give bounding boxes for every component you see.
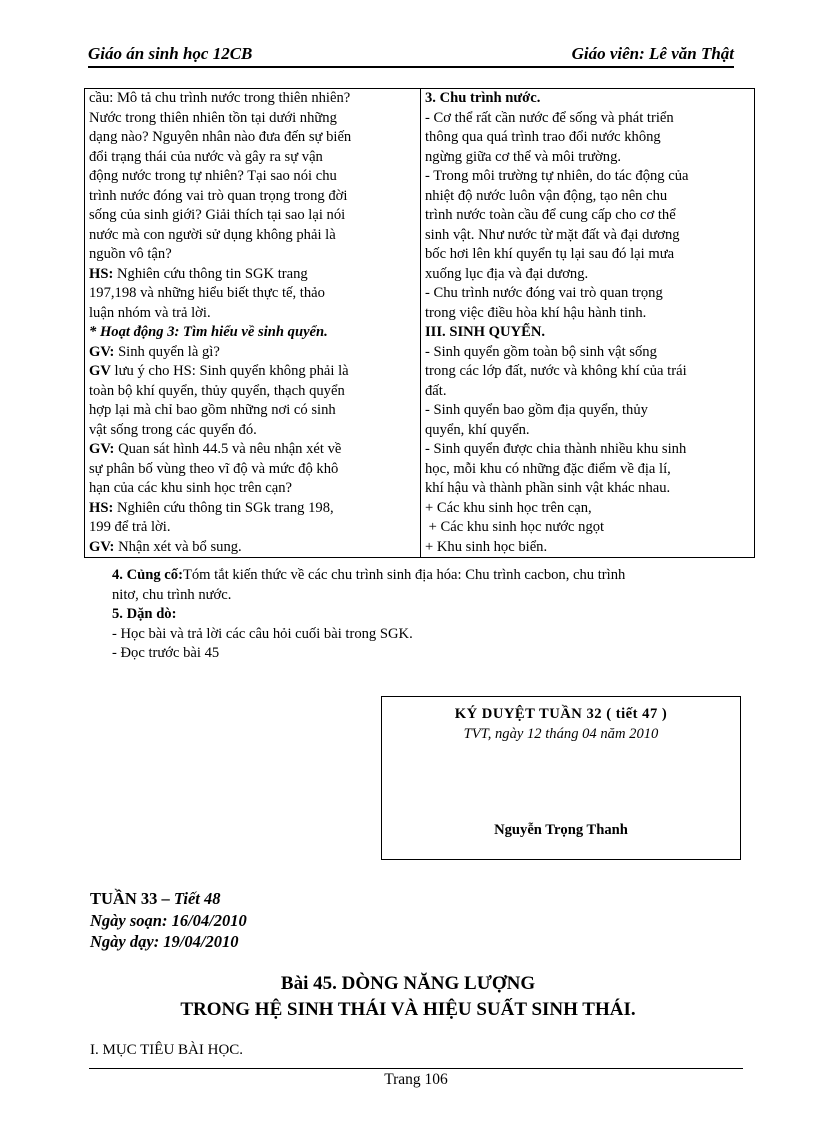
- right_col-line: [425, 460, 751, 480]
- left_col-line: [89, 401, 417, 421]
- right_col-line: [425, 109, 751, 129]
- line-text: dạng nào? Nguyên nhân nào đưa đến sự biến: [89, 129, 352, 145]
- line-text: lưu ý cho HS: Sinh quyển không phải là: [110, 363, 349, 379]
- right_col-line: [425, 148, 751, 168]
- right_col-line: [425, 265, 751, 285]
- consolidate-label: 4. Củng cố:: [112, 567, 183, 583]
- speaker-label: HS:: [89, 499, 114, 516]
- line-text: quyển, khí quyển.: [425, 421, 530, 438]
- line-text: Nước trong thiên nhiên tồn tại dưới những: [89, 109, 337, 126]
- right_col-line: [425, 226, 751, 246]
- header-course: Giáo án sinh học 12CB: [88, 44, 253, 63]
- right_col-line: [425, 538, 751, 558]
- line-text: + Các khu sinh học trên cạn,: [425, 499, 592, 516]
- right_col-line: [425, 362, 751, 382]
- lesson-title-line-2: TRONG HỆ SINH THÁI VÀ HIỆU SUẤT SINH THÁI.: [180, 999, 636, 1020]
- line-text: Nghiên cứu thông tin SGk trang 198,: [113, 499, 334, 516]
- section-heading: I. MỤC TIÊU BÀI HỌC.: [90, 1042, 244, 1058]
- line-text: sinh vật. Như nước từ mặt đất và đại dương: [425, 226, 680, 243]
- left_col-line: [89, 226, 417, 246]
- right_col-line: 3. Chu trình nước.: [425, 90, 541, 106]
- lesson-content-cell: [421, 89, 755, 558]
- right_col-line: [425, 401, 751, 421]
- left_col-line: [89, 109, 417, 129]
- left_col-line: [89, 148, 417, 168]
- approval-signer: Nguyễn Trọng Thanh: [494, 822, 628, 838]
- line-text: hợp lại mà chỉ bao gồm những nơi có sinh: [89, 402, 336, 418]
- line-text: + Các khu sinh học nước ngọt: [425, 519, 605, 535]
- left_col-line: [89, 440, 417, 460]
- right_col-line: [425, 343, 751, 363]
- line-text: 197,198 và những hiểu biết thực tế, thảo: [89, 285, 325, 301]
- homework-item: - Đọc trước bài 45: [112, 645, 220, 661]
- right_col-line: [425, 421, 751, 441]
- left_col-line: [89, 460, 417, 480]
- lesson-steps: [112, 566, 625, 664]
- right_col-line: [425, 479, 751, 499]
- consolidate-line-2: nitơ, chu trình nước.: [112, 586, 232, 603]
- left_col-line: [89, 167, 417, 187]
- line-text: - Cơ thể rất cần nước để sống và phát triển: [425, 109, 674, 126]
- line-text: trình nước đóng vai trò quan trọng trong đời: [89, 187, 348, 204]
- speaker-label: GV: [89, 363, 111, 379]
- left_col-line: [89, 382, 417, 402]
- line-text: đổi trạng thái của nước và gây ra sự vận: [89, 148, 323, 165]
- page-number: Trang 106: [384, 1071, 448, 1088]
- line-text: cầu: Mô tả chu trình nước trong thiên nhiên?: [89, 90, 351, 106]
- line-text: học, mỗi khu có những đặc điểm về địa lí,: [425, 460, 671, 477]
- line-text: - Trong môi trường tự nhiên, do tác động của: [425, 168, 689, 184]
- line-text: hạn của các khu sinh học trên cạn?: [89, 480, 293, 496]
- line-text: đất.: [425, 382, 447, 399]
- right_col-line: [425, 284, 751, 304]
- line-text: - Sinh quyển bao gồm địa quyển, thủy: [425, 402, 648, 418]
- right_col-line: [425, 187, 751, 207]
- speaker-label: GV:: [89, 538, 115, 555]
- speaker-label: HS:: [89, 265, 114, 282]
- right_col-line: [425, 206, 751, 226]
- right_col-line: [425, 382, 751, 402]
- header-teacher: Giáo viên: Lê văn Thật: [571, 44, 734, 63]
- homework-label: 5. Dặn dò:: [112, 606, 177, 622]
- consolidate-text: Tóm tắt kiến thức về các chu trình sinh địa hóa: Chu trình cacbon, chu trình: [182, 567, 626, 583]
- line-text: sự phân bố vùng theo vĩ độ và mức độ khô: [89, 460, 339, 477]
- line-text: - Sinh quyển gồm toàn bộ sinh vật sống: [425, 343, 657, 360]
- teacher-student-activities-cell: [85, 89, 421, 558]
- left_col-line: [89, 128, 417, 148]
- speaker-label: GV:: [89, 441, 115, 457]
- line-text: trong việc điều hòa khí hậu hành tinh.: [425, 304, 647, 321]
- left_col-line: [89, 499, 417, 519]
- line-text: khí hậu và thành phần sinh vật khác nhau.: [425, 480, 671, 496]
- right_col-line: [425, 518, 751, 538]
- right_col-line: [425, 440, 751, 460]
- left_col-line: [89, 518, 417, 538]
- speaker-label: GV:: [89, 343, 115, 360]
- line-text: sống của sinh giới? Giải thích tại sao lại nói: [89, 207, 346, 223]
- left_col-line: [89, 245, 417, 265]
- line-text: vật sống trong các quyển đó.: [89, 421, 257, 438]
- line-text: - Chu trình nước đóng vai trò quan trọng: [425, 285, 663, 301]
- right_col-line: III. SINH QUYỂN.: [425, 324, 546, 340]
- lesson-title: [0, 971, 816, 1023]
- line-text: Nhận xét và bổ sung.: [114, 538, 242, 555]
- line-text: ngừng giữa cơ thể và môi trường.: [425, 148, 622, 165]
- right_col-line: [425, 499, 751, 519]
- left_col-line: [89, 479, 417, 499]
- line-text: + Khu sinh học biển.: [425, 538, 548, 555]
- left_col-line: [89, 284, 417, 304]
- line-text: trong các lớp đất, nước và không khí của trái: [425, 363, 687, 379]
- right_col-line: [425, 128, 751, 148]
- right_col-line: [425, 167, 751, 187]
- page-footer: [89, 1068, 743, 1088]
- right_col-line: [425, 245, 751, 265]
- lesson-table: [84, 88, 755, 558]
- line-text: Nghiên cứu thông tin SGK trang: [113, 265, 308, 282]
- line-text: toàn bộ khí quyển, thủy quyển, thạch quyển: [89, 382, 345, 399]
- line-text: luận nhóm và trả lời.: [89, 304, 211, 321]
- line-text: 199 để trả lời.: [89, 519, 171, 535]
- line-text: - Sinh quyển được chia thành nhiều khu sinh: [425, 441, 687, 457]
- lesson-number: Tiết 48: [173, 889, 221, 908]
- schedule-block: [90, 888, 247, 953]
- left_col-line: [89, 89, 417, 109]
- line-text: thông qua quá trình trao đổi nước không: [425, 129, 661, 145]
- left_col-line: * Hoạt động 3: Tìm hiểu về sinh quyển.: [89, 324, 328, 340]
- line-text: Quan sát hình 44.5 và nêu nhận xét về: [114, 441, 342, 457]
- approval-date: TVT, ngày 12 tháng 04 năm 2010: [463, 726, 659, 742]
- line-text: Sinh quyển là gì?: [114, 343, 220, 360]
- line-text: động nước trong tự nhiên? Tại sao nói chu: [89, 168, 337, 184]
- approval-title: KÝ DUYỆT TUẦN 32 ( tiết 47 ): [454, 706, 668, 722]
- prepared-date: Ngày soạn: 16/04/2010: [90, 910, 247, 930]
- homework-item: - Học bài và trả lời các câu hỏi cuối bài trong SGK.: [112, 625, 413, 642]
- left_col-line: [89, 265, 417, 285]
- left_col-line: [89, 343, 417, 363]
- line-text: bốc hơi lên khí quyển tụ lại sau đó lại mưa: [425, 246, 675, 262]
- line-text: trình nước toàn cầu để cung cấp cho cơ thể: [425, 207, 676, 223]
- taught-date: Ngày dạy: 19/04/2010: [90, 932, 239, 951]
- line-text: xuống lục địa và đại dương.: [425, 265, 589, 282]
- line-text: nguồn vô tận?: [89, 246, 172, 262]
- left_col-line: [89, 538, 417, 558]
- left_col-line: [89, 304, 417, 324]
- right_col-line: [425, 304, 751, 324]
- left_col-line: [89, 206, 417, 226]
- line-text: nhiệt độ nước luôn vận động, tạo nên chu: [425, 187, 668, 204]
- left_col-line: [89, 362, 417, 382]
- left_col-line: [89, 421, 417, 441]
- left_col-line: [89, 187, 417, 207]
- line-text: nước mà con người sử dụng không phải là: [89, 226, 336, 243]
- consolidate-line-1: [112, 566, 625, 586]
- week-line: [90, 888, 247, 910]
- week-label: TUẦN 33 –: [90, 889, 174, 908]
- page-header: [88, 44, 734, 68]
- approval-box: [381, 696, 741, 860]
- lesson-title-line-1: Bài 45. DÒNG NĂNG LƯỢNG: [280, 973, 536, 994]
